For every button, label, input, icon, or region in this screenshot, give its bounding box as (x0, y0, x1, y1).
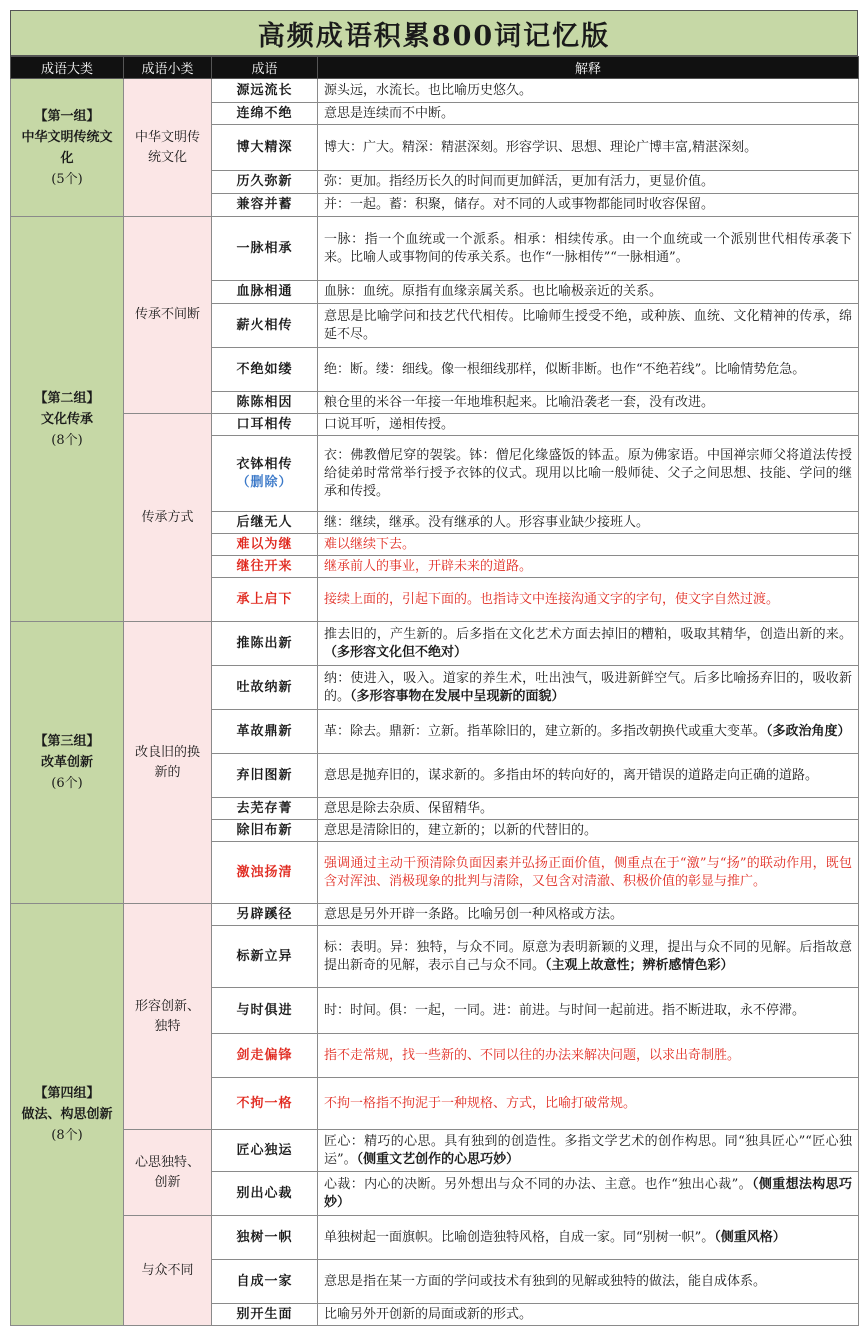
explanation-text: 推去旧的，产生新的。后多指在文化艺术方面去掉旧的糟粕，吸取其精华，创造出新的来。 (324, 626, 852, 642)
explanation-cell: 意思是指在某一方面的学问或技术有独到的见解或独特的做法，能自成体系。 (318, 1260, 859, 1304)
idiom-cell: 推陈出新 (212, 622, 318, 666)
explanation-cell: 意思是连续而不中断。 (318, 103, 859, 125)
idiom-cell: 除旧布新 (212, 820, 318, 842)
idiom-cell: 承上启下 (212, 578, 318, 622)
table-row (11, 1216, 859, 1260)
explanation-cell: 不拘一格指不拘泥于一种规格、方式，比喻打破常规。 (318, 1078, 859, 1130)
idiom-cell: 革故鼎新 (212, 710, 318, 754)
explanation-cell (318, 1172, 859, 1216)
explanation-note: （侧重想法构思巧妙） (324, 1176, 852, 1210)
idiom-cell: 薪火相传 (212, 304, 318, 348)
group-name: 【第四组】 (34, 1086, 100, 1101)
explanation-cell: 血脉：血统。原指有血缘亲属关系。也比喻极亲近的关系。 (318, 281, 859, 304)
subcategory-cell: 改良旧的换新的 (124, 622, 212, 904)
idiom-cell: 与时俱进 (212, 988, 318, 1034)
group-title: 文化传承 (40, 411, 93, 427)
explanation-text: 纳：使进入，吸入。道家的养生术，吐出浊气，吸进新鲜空气。后多比喻扬弃旧的，吸收新的。 (324, 670, 852, 704)
idiom-cell: 匠心独运 (212, 1130, 318, 1172)
explanation-note: （侧重文艺创作的心思巧妙） (356, 1151, 520, 1167)
explanation-cell: 指不走常规，找一些新的、不同以往的办法来解决问题，以求出奇制胜。 (318, 1034, 859, 1078)
explanation-cell: 源头远，水流长。也比喻历史悠久。 (318, 79, 859, 103)
idiom-cell: 吐故纳新 (212, 666, 318, 710)
idiom-cell: 博大精深 (212, 125, 318, 171)
idiom-cell: 独树一帜 (212, 1216, 318, 1260)
explanation-note: （多政治角度） (766, 723, 851, 739)
explanation-cell: 一脉：指一个血统或一个派系。相承：相续传承。由一个血统或一个派别世代相传承袭下来。比喻人或事物间的传承关系。也作“一脉相传”“一脉相通”。 (318, 217, 859, 281)
header-idiom: 成语 (212, 57, 318, 79)
explanation-cell: 意思是比喻学问和技艺代代相传。比喻师生授受不绝，或种族、血统、文化精神的传承，绵延不尽。 (318, 304, 859, 348)
explanation-cell: 弥：更加。指经历长久的时间而更加鲜活，更加有活力，更显价值。 (318, 171, 859, 194)
idiom-cell: 不拘一格 (212, 1078, 318, 1130)
page-title: 高频成语积累800词记忆版 (10, 10, 858, 56)
idiom-cell: 陈陈相因 (212, 392, 318, 414)
idiom-cell: 继往开来 (212, 556, 318, 578)
group-count: (5个) (51, 171, 83, 187)
subcategory-cell: 与众不同 (124, 1216, 212, 1326)
subcategory-cell: 中华文明传统文化 (124, 79, 212, 217)
group-name: 【第一组】 (34, 108, 100, 124)
explanation-cell: 强调通过主动干预清除负面因素并弘扬正面价值，侧重点在于“激”与“扬”的联动作用，既包含对浑浊、消极现象的批判与清除，又包含对清澈、积极价值的彰显与推广。 (318, 842, 859, 904)
table-row (11, 904, 859, 926)
explanation-cell: 继：继续，继承。没有继承的人。形容事业缺少接班人。 (318, 512, 859, 534)
subcategory-cell: 心思独特、创新 (124, 1130, 212, 1216)
explanation-text: 心裁：内心的决断。另外想出与众不同的办法、主意。也作“独出心裁”。 (324, 1176, 752, 1192)
subcategory-cell: 形容创新、独特 (124, 904, 212, 1130)
explanation-cell: 意思是抛弃旧的，谋求新的。多指由坏的转向好的，离开错误的道路走向正确的道路。 (318, 754, 859, 798)
explanation-cell (318, 926, 859, 988)
explanation-cell: 并：一起。蓄：积聚，储存。对不同的人或事物都能同时收容保留。 (318, 194, 859, 217)
explanation-note: （多形容文化但不绝对） (324, 644, 468, 660)
idiom-cell: 去芜存菁 (212, 798, 318, 820)
idiom-cell: 激浊扬清 (212, 842, 318, 904)
idiom-cell: 难以为继 (212, 534, 318, 556)
subcategory-cell: 传承不间断 (124, 217, 212, 414)
explanation-text: 革：除去。鼎新：立新。指革除旧的，建立新的。多指改朝换代或重大变革。 (324, 723, 767, 739)
explanation-text: 标：表明。异：独特，与众不同。原意为表明新颖的义理，提出与众不同的见解。后指故意提出新奇的见解，表示自己与众不同。 (324, 939, 852, 973)
table-row (11, 622, 859, 666)
delete-tag: （删除） (236, 474, 293, 490)
idiom-cell: 口耳相传 (212, 414, 318, 436)
idiom-cell: 别开生面 (212, 1304, 318, 1326)
idiom-cell: 兼容并蓄 (212, 194, 318, 217)
explanation-text: 匠心：精巧的心思。具有独到的创造性。多指文学艺术的创作构思。同“独具匠心”“匠心独运”。 (324, 1133, 852, 1167)
explanation-cell (318, 710, 859, 754)
explanation-cell (318, 1216, 859, 1260)
explanation-note: （侧重风格） (714, 1229, 786, 1245)
explanation-cell: 意思是清除旧的，建立新的；以新的代替旧的。 (318, 820, 859, 842)
group-count: (8个) (51, 1128, 83, 1143)
group-title: 做法、构思创新 (21, 1107, 113, 1122)
idiom-cell: 一脉相承 (212, 217, 318, 281)
explanation-cell: 接续上面的，引起下面的。也指诗文中连接沟通文字的字句，使文字自然过渡。 (318, 578, 859, 622)
explanation-cell (318, 666, 859, 710)
explanation-cell: 衣：佛教僧尼穿的袈裟。钵：僧尼化缘盛饭的钵盂。原为佛家语。中国禅宗师父将道法传授给徒弟时常常举行授予衣钵的仪式。现用以比喻一般师徒、父子之间思想、技能、学问的继承和传授。 (318, 436, 859, 512)
group-title: 改革创新 (40, 755, 93, 770)
group-count: (8个) (51, 432, 83, 448)
group-4-cell (11, 904, 124, 1326)
idiom-cell: 血脉相通 (212, 281, 318, 304)
explanation-cell: 时：时间。俱：一起，一同。进：前进。与时间一起前进。指不断进取，永不停滞。 (318, 988, 859, 1034)
group-title: 中华文明传统文化 (21, 129, 113, 166)
idiom-cell: 源远流长 (212, 79, 318, 103)
group-1-cell (11, 79, 124, 217)
group-2-cell (11, 217, 124, 622)
table-row (11, 217, 859, 281)
idiom-cell: 剑走偏锋 (212, 1034, 318, 1078)
subcategory-cell: 传承方式 (124, 414, 212, 622)
header-subcategory: 成语小类 (124, 57, 212, 79)
explanation-cell: 绝：断。缕：细线。像一根细线那样，似断非断。也作“不绝若线”。比喻情势危急。 (318, 348, 859, 392)
idiom-cell: 标新立异 (212, 926, 318, 988)
explanation-cell: 口说耳听，递相传授。 (318, 414, 859, 436)
idiom-sheet (10, 10, 858, 1322)
explanation-cell: 意思是另外开辟一条路。比喻另创一种风格或方法。 (318, 904, 859, 926)
explanation-cell: 继承前人的事业，开辟未来的道路。 (318, 556, 859, 578)
idiom-cell: 另辟蹊径 (212, 904, 318, 926)
idiom-cell: 后继无人 (212, 512, 318, 534)
group-3-cell (11, 622, 124, 904)
header-explanation: 解释 (318, 57, 859, 79)
group-count: (6个) (51, 776, 83, 791)
explanation-cell: 比喻另外开创新的局面或新的形式。 (318, 1304, 859, 1326)
explanation-cell: 粮仓里的米谷一年接一年地堆积起来。比喻沿袭老一套，没有改进。 (318, 392, 859, 414)
idiom-text: 衣钵相传 (236, 456, 293, 472)
explanation-cell (318, 1130, 859, 1172)
explanation-cell: 难以继续下去。 (318, 534, 859, 556)
idiom-cell: 别出心裁 (212, 1172, 318, 1216)
idiom-cell: 弃旧图新 (212, 754, 318, 798)
explanation-note: （多形容事物在发展中呈现新的面貌） (350, 688, 565, 704)
idiom-cell: 历久弥新 (212, 171, 318, 194)
idiom-cell (212, 436, 318, 512)
idiom-cell: 自成一家 (212, 1260, 318, 1304)
group-name: 【第二组】 (34, 390, 100, 406)
group-name: 【第三组】 (34, 734, 100, 749)
explanation-note: （主观上故意性；辨析感情色彩） (545, 957, 734, 973)
table-row (11, 1130, 859, 1172)
header-category: 成语大类 (11, 57, 124, 79)
idiom-table (10, 56, 859, 1326)
table-row (11, 414, 859, 436)
explanation-text: 单独树起一面旗帜。比喻创造独特风格，自成一家。同“别树一帜”。 (324, 1229, 715, 1245)
explanation-cell: 意思是除去杂质、保留精华。 (318, 798, 859, 820)
idiom-cell: 不绝如缕 (212, 348, 318, 392)
explanation-cell: 博大：广大。精深：精湛深刻。形容学识、思想、理论广博丰富,精湛深刻。 (318, 125, 859, 171)
table-row (11, 79, 859, 103)
idiom-cell: 连绵不绝 (212, 103, 318, 125)
explanation-cell (318, 622, 859, 666)
table-header-row (11, 57, 859, 79)
